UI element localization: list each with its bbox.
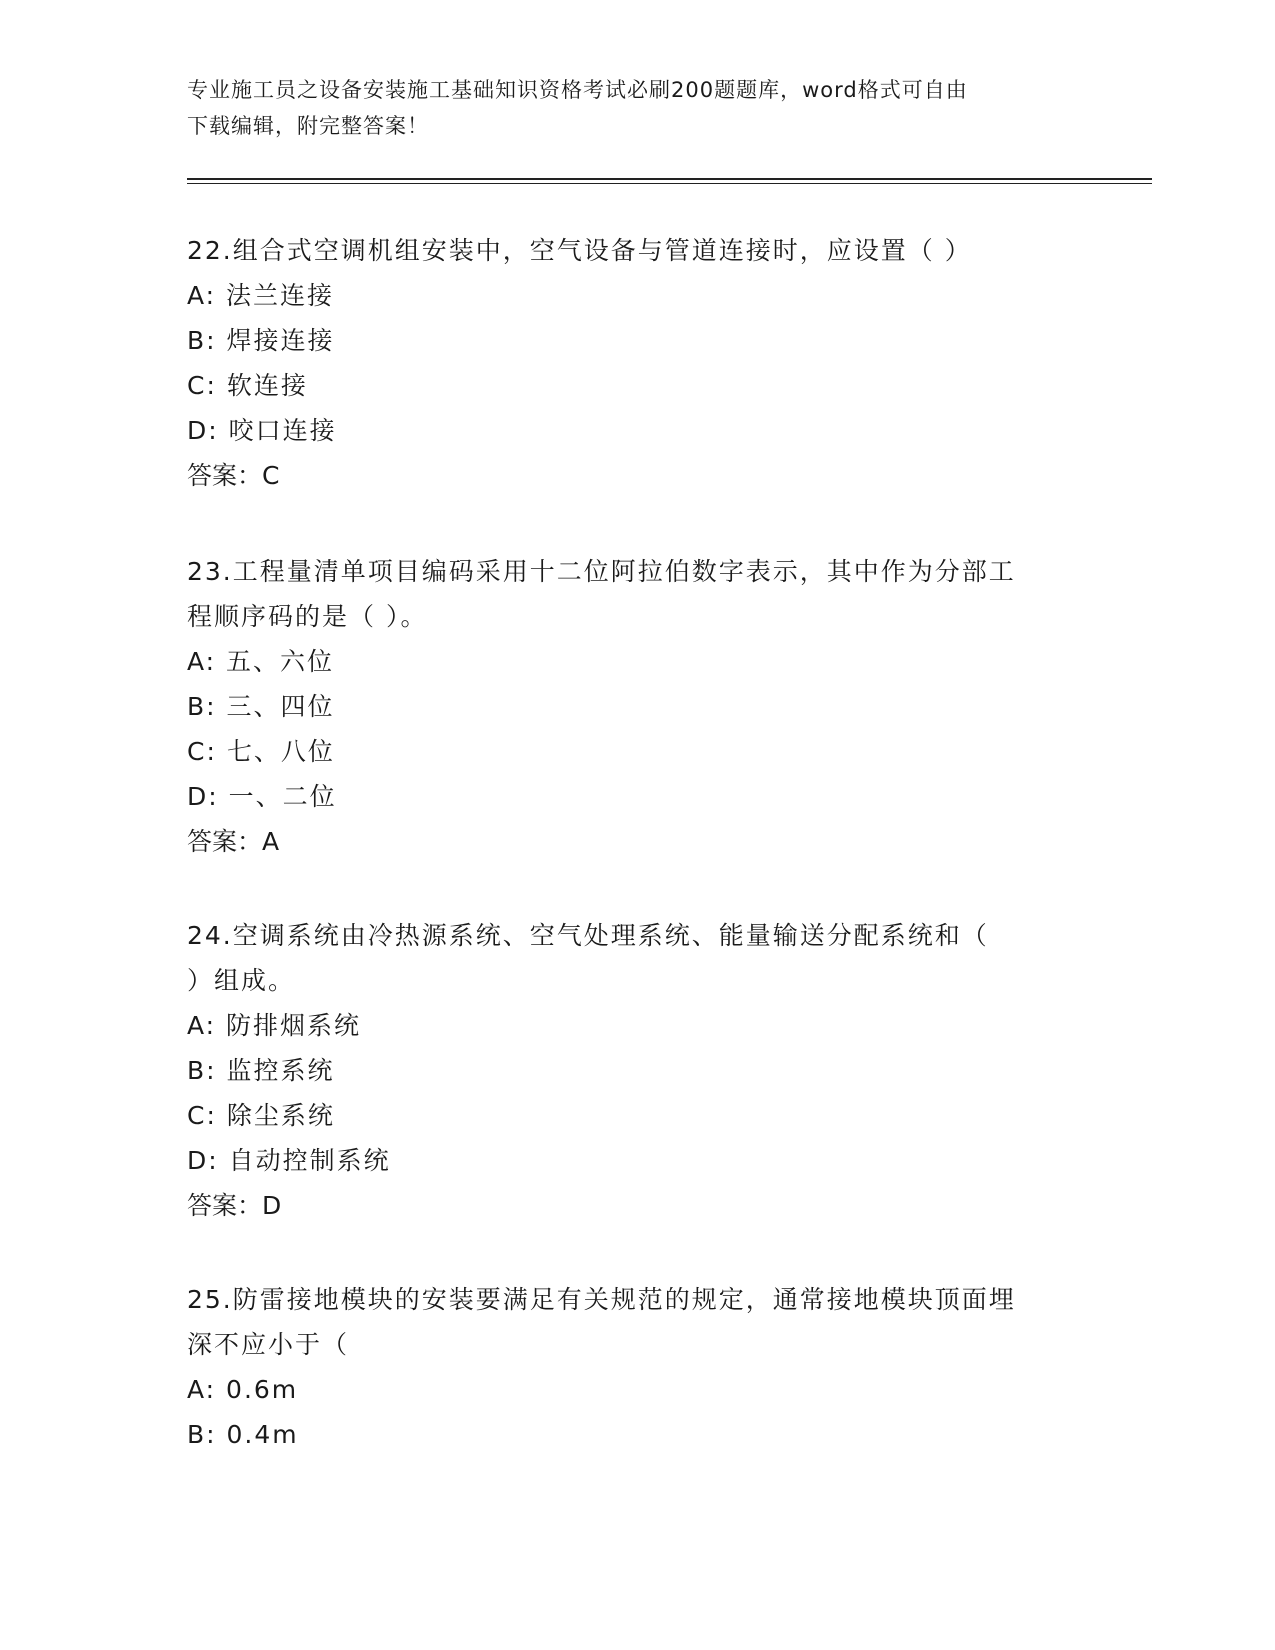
question-text-line-2: 程顺序码的是（ ）。 <box>187 602 428 631</box>
question-text-line-1: 24.空调系统由冷热源系统、空气处理系统、能量输送分配系统和（ <box>187 921 989 950</box>
header-divider <box>187 178 1152 180</box>
answer: 答案：D <box>187 1191 282 1220</box>
option-c: C: 除尘系统 <box>187 1101 335 1130</box>
question-25 <box>187 1277 1087 1457</box>
option-c: C: 七、八位 <box>187 737 335 766</box>
question-text: 22.组合式空调机组安装中，空气设备与管道连接时，应设置（ ） <box>187 236 972 265</box>
option-a: A: 五、六位 <box>187 647 335 676</box>
header-divider-thin <box>187 183 1152 184</box>
option-a: A: 防排烟系统 <box>187 1011 362 1040</box>
option-b: B: 三、四位 <box>187 692 335 721</box>
question-text-line-1: 25.防雷接地模块的安装要满足有关规范的规定，通常接地模块顶面埋 <box>187 1285 1016 1314</box>
option-a: A: 0.6m <box>187 1375 299 1404</box>
option-d: D: 自动控制系统 <box>187 1146 391 1175</box>
header-line-2: 下载编辑，附完整答案！ <box>187 114 429 138</box>
answer: 答案：C <box>187 461 280 490</box>
option-a: A: 法兰连接 <box>187 281 335 310</box>
question-22 <box>187 228 1087 498</box>
question-text-line-2: ）组成。 <box>187 966 296 995</box>
option-b: B: 焊接连接 <box>187 326 335 355</box>
document-header <box>187 72 1067 144</box>
option-c: C: 软连接 <box>187 371 308 400</box>
question-text-line-2: 深不应小于（ <box>187 1330 350 1359</box>
option-d: D: 一、二位 <box>187 782 337 811</box>
header-line-1: 专业施工员之设备安装施工基础知识资格考试必刷200题题库，word格式可自由 <box>187 78 968 102</box>
option-b: B: 监控系统 <box>187 1056 335 1085</box>
option-b: B: 0.4m <box>187 1420 299 1449</box>
question-text-line-1: 23.工程量清单项目编码采用十二位阿拉伯数字表示，其中作为分部工 <box>187 557 1016 586</box>
question-23 <box>187 549 1087 864</box>
question-24 <box>187 913 1087 1228</box>
answer: 答案：A <box>187 827 280 856</box>
option-d: D: 咬口连接 <box>187 416 337 445</box>
